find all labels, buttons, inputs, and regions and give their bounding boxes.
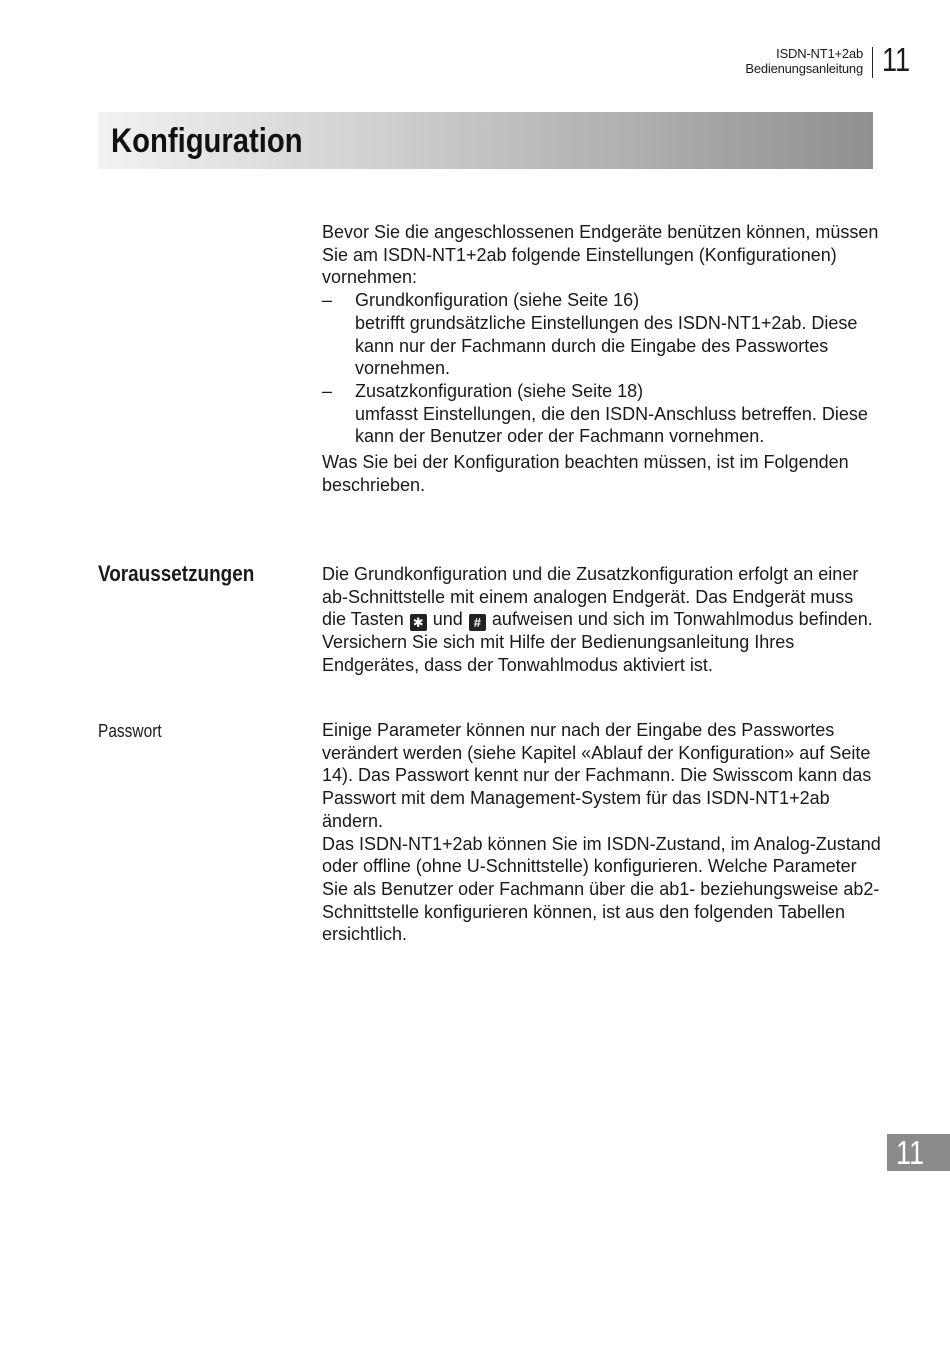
- page-tab-number: 11: [896, 1134, 925, 1171]
- intro-closing: Was Sie bei der Konfiguration beachten müssen, ist im Folgenden beschrieben.: [322, 452, 849, 495]
- page-tab: [887, 1134, 950, 1171]
- intro-section: [322, 221, 882, 496]
- star-key-icon: ✱: [410, 614, 427, 631]
- header-doc-type: Bedienungsanleitung: [745, 61, 863, 76]
- list-item: [322, 380, 882, 448]
- intro-paragraph: Bevor Sie die angeschlossenen Endgeräte benützen können, müssen Sie am ISDN-NT1+2ab folgende Einstellungen (Konfigurationen) vornehmen:: [322, 222, 879, 288]
- title-banner: [98, 112, 873, 169]
- bullet-dash: –: [322, 290, 333, 311]
- header-divider: [872, 47, 873, 78]
- section-heading-voraussetzungen: Voraussetzungen: [98, 561, 255, 586]
- bullet-dash: –: [322, 380, 333, 401]
- page-title: Konfiguration: [111, 122, 303, 160]
- list-item-text: betrifft grundsätzliche Einstellungen des ISDN-NT1+2ab. Diese kann nur der Fachmann durch die Eingabe des Passwortes vornehmen.: [355, 312, 858, 379]
- voraussetzungen-text-and: und: [432, 609, 463, 630]
- header-page-number: 11: [882, 41, 911, 78]
- list-item-title: Grundkonfiguration (siehe Seite 16): [355, 290, 640, 311]
- running-header: [745, 46, 863, 76]
- section-heading-passwort: Passwort: [98, 721, 162, 741]
- passwort-paragraph-2: Das ISDN-NT1+2ab können Sie im ISDN-Zustand, im Analog-Zustand oder offline (ohne U-Schnittstelle) konfigurieren. Welche Parameter Sie als Benutzer oder Fachmann über die ab1- beziehungsweise ab2-Schnittstelle konfigurieren können, ist aus den folgenden Tabellen ersichtlich.: [322, 833, 881, 945]
- header-product: ISDN-NT1+2ab: [776, 46, 863, 61]
- list-item: [322, 289, 882, 380]
- voraussetzungen-text-after: aufweisen und sich im Tonwahlmodus befinden. Versichern Sie sich mit Hilfe der Bedienungsanleitung Ihres Endgerätes, dass der Tonwahlmodus aktiviert ist.: [322, 609, 873, 676]
- passwort-paragraph-1: Einige Parameter können nur nach der Eingabe des Passwortes verändert werden (siehe Kapitel «Ablauf der Konfiguration» auf Seite 14). Das Passwort kennt nur der Fachmann. Die Swisscom kann das Passwort mit dem Management-System für das ISDN-NT1+2ab ändern.: [322, 720, 872, 831]
- voraussetzungen-text-before: Die Grundkonfiguration und die Zusatzkonfiguration erfolgt an einer ab-Schnittstelle mit einem analogen Endgerät. Das Endgerät muss die Tasten: [322, 564, 859, 630]
- list-item-text: umfasst Einstellungen, die den ISDN-Anschluss betreffen. Diese kann der Benutzer oder der Fachmann vornehmen.: [355, 403, 868, 447]
- list-item-title: Zusatzkonfiguration (siehe Seite 18): [355, 380, 644, 401]
- hash-key-icon: #: [469, 614, 486, 631]
- passwort-section: [322, 719, 882, 946]
- voraussetzungen-paragraph: [322, 563, 882, 677]
- voraussetzungen-section: [322, 563, 882, 677]
